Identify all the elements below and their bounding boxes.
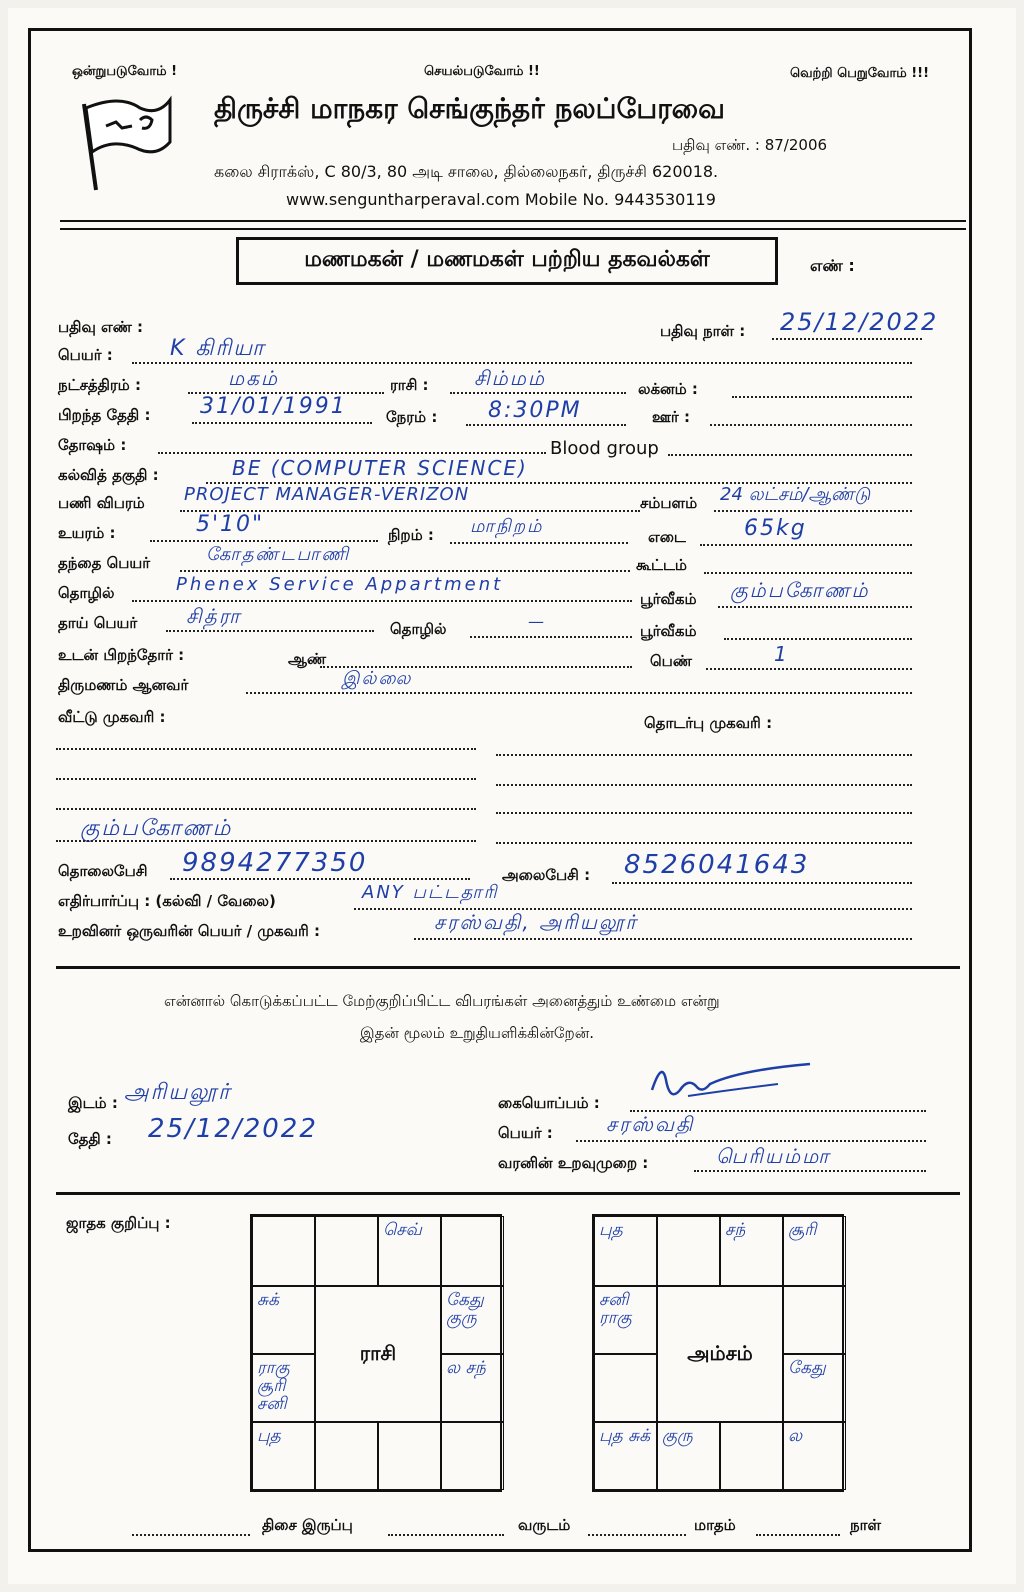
reg-date-value[interactable]: 25/12/2022 [780,308,939,336]
lagnam-line [732,396,912,398]
height-line [150,540,378,542]
job-label: பணி விபரம் [58,494,145,512]
home-address-line-2 [56,778,476,780]
married-line [246,692,912,694]
amsam-cell-r0c1[interactable] [657,1216,720,1286]
amsam-title: அம்சம் [657,1286,783,1422]
amsam-cell-r1c0[interactable]: சனி ராகு [594,1286,657,1354]
dob-value[interactable]: 31/01/1991 [200,394,347,419]
color-value[interactable]: மாநிறம் [470,516,544,537]
reg-date-line [772,338,922,340]
header-divider-1 [60,220,966,222]
day-label: நாள் [850,1516,881,1534]
dob-label: பிறந்த தேதி : [58,406,151,424]
rasi-cell-r0c1[interactable] [315,1216,378,1286]
rasi-cell-r1c0[interactable]: சுக் [252,1286,315,1354]
fields-divider [56,966,960,969]
signature-label: கையொப்பம் : [498,1094,600,1112]
time-label: நேரம் : [386,408,438,426]
rasi-title: ராசி [315,1286,441,1422]
dosham-line [158,452,546,454]
declaration-line-1: என்னால் கொடுக்கப்பட்ட மேற்குறிப்பிட்ட விபரங்கள் அனைத்தும் உண்மை என்று [164,992,720,1010]
relative-label: உறவினர் ஒருவரின் பெயர் / முகவரி : [58,922,320,940]
horoscope-label: ஜாதக குறிப்பு : [66,1214,171,1232]
reg-no-label: பதிவு எண் : [58,318,144,336]
amsam-cell-r0c0[interactable]: புத [594,1216,657,1286]
salary-label: சம்பளம் [640,494,698,512]
day-line [756,1534,840,1536]
org-address: கலை சிராக்ஸ், C 80/3, 80 அடி சாலை, தில்லைநகர், திருச்சி 620018. [214,162,719,181]
weight-line [700,544,912,546]
expectation-value[interactable]: ANY பட்டதாரி [362,882,499,903]
dob-line [192,422,372,424]
amsam-cell-r2c3[interactable]: கேது [783,1354,846,1422]
name-label: பெயர் : [58,346,113,364]
rasi-cell-r2c3[interactable]: ல சந் [441,1354,504,1422]
amsam-cell-r3c2[interactable] [720,1422,783,1490]
weight-label: எடை [648,528,686,546]
slogan-left: ஒன்றுபடுவோம் ! [72,64,178,79]
rasi-cell-r3c0[interactable]: புத [252,1422,315,1490]
mobile-line [612,882,912,884]
flag-logo-icon [70,86,180,196]
mother-job-value[interactable]: — [528,612,546,631]
salary-value[interactable]: 24 லட்சம்/ஆண்டு [720,484,871,505]
dasa-line [132,1534,250,1536]
name-value[interactable]: K கிரியா [170,336,266,361]
father-job-line [132,600,632,602]
slogan-center: செயல்படுவோம் !! [424,64,540,79]
salary-line [714,510,912,512]
home-address-label: வீட்டு முகவரி : [58,708,166,726]
declaration-line-2: இதன் மூலம் உறுதியளிக்கின்றேன். [360,1024,595,1042]
height-value[interactable]: 5'10" [196,512,265,537]
married-value[interactable]: இல்லை [342,668,413,689]
siblings-label: உடன் பிறந்தோர் : [58,646,185,664]
female-siblings-line [706,668,912,670]
form-number-label: எண் : [810,256,855,275]
rasi-cell-r3c2[interactable] [378,1422,441,1490]
father-name-value[interactable]: கோதண்டபாணி [206,544,351,565]
father-job-label: தொழில் [58,584,115,602]
rasi-cell-r0c3[interactable] [441,1216,504,1286]
place-line [710,424,912,426]
rasi-label: ராசி : [390,376,429,394]
month-line [588,1534,686,1536]
lagnam-label: லக்னம் : [638,380,698,398]
amsam-cell-r3c0[interactable]: புத சுக் [594,1422,657,1490]
father-name-line [180,570,630,572]
amsam-cell-r2c0[interactable] [594,1354,657,1422]
married-label: திருமணம் ஆனவர் [58,676,189,694]
rasi-cell-r3c1[interactable] [315,1422,378,1490]
mobile-label: அலைபேசி : [502,866,591,884]
contact-address-line-3 [496,812,912,814]
mobile-value[interactable]: 8526041643 [624,850,810,880]
mother-job-line [470,636,632,638]
time-line [466,424,626,426]
weight-value[interactable]: 65kg [744,516,807,541]
amsam-cell-r3c1[interactable]: குரு [657,1422,720,1490]
rasi-cell-r0c0[interactable] [252,1216,315,1286]
home-address-line-1 [56,748,476,750]
reg-date-label: பதிவு நாள் : [660,322,746,340]
rasi-cell-r2c0[interactable]: ராகு சூரி சனி [252,1354,315,1422]
slogan-right: வெற்றி பெறுவோம் !!! [790,66,930,81]
header-divider-2 [60,228,966,230]
mother-name-label: தாய் பெயர் [58,614,138,632]
signature-mark-icon[interactable] [648,1058,818,1114]
female-siblings-value[interactable]: 1 [774,642,789,666]
registration-number: பதிவு எண். : 87/2006 [672,136,828,154]
blood-group-line [668,454,912,456]
koottam-line [704,572,912,574]
year-label: வருடம் [518,1516,571,1534]
koottam-label: கூட்டம் [636,556,687,574]
phone-label: தொலைபேசி [58,862,148,880]
father-job-value[interactable]: Phenex Service Appartment [176,574,504,595]
sign-date-value[interactable]: 25/12/2022 [148,1114,318,1144]
relation-value[interactable]: பெரியம்மா [716,1144,831,1168]
phone-line [170,878,470,880]
phone-value[interactable]: 9894277350 [182,848,368,878]
poorvigam-line [718,606,912,608]
poorvigam-label: பூர்வீகம் [640,590,697,608]
sign-place-value[interactable]: அரியலூர் [124,1080,232,1105]
month-label: மாதம் [694,1516,736,1534]
sign-date-label: தேதி : [68,1130,112,1148]
org-name: திருச்சி மாநகர செங்குந்தர் நலப்பேரவை [214,92,725,125]
sign-place-label: இடம் : [68,1094,118,1112]
education-value[interactable]: BE (COMPUTER SCIENCE) [232,456,528,480]
contact-address-label: தொடர்பு முகவரி : [644,714,773,732]
amsam-chart [592,1214,844,1492]
rasi-cell-r3c3[interactable] [441,1422,504,1490]
sign-name-value[interactable]: சரஸ்வதி [606,1112,695,1136]
amsam-cell-r0c2[interactable]: சந் [720,1216,783,1286]
mother-name-value[interactable]: சித்ரா [186,604,242,628]
rasi-cell-r1c3[interactable]: கேது குரு [441,1286,504,1354]
poorvigam-value[interactable]: கும்பகோணம் [730,578,870,602]
education-label: கல்வித் தகுதி : [58,466,159,484]
mother-poorvigam-line [724,638,912,640]
father-name-label: தந்தை பெயர் [58,554,151,572]
home-address-line-4 [56,840,476,842]
job-value[interactable]: PROJECT MANAGER-VERIZON [184,484,470,505]
relative-line [414,938,912,940]
star-label: நட்சத்திரம் : [58,376,141,394]
color-label: நிறம் : [388,526,434,544]
rasi-cell-r0c2[interactable]: செவ் [378,1216,441,1286]
amsam-cell-r3c3[interactable]: ல [783,1422,846,1490]
contact-address-line-4 [496,842,912,844]
dasa-label: திசை இருப்பு [262,1516,353,1534]
relation-label: வரனின் உறவுமுறை : [498,1154,649,1172]
expectation-label: எதிர்பார்ப்பு : (கல்வி / வேலை) [58,892,276,910]
height-label: உயரம் : [58,524,116,542]
rasi-chart [250,1214,502,1492]
sign-divider [56,1192,960,1195]
form-title: மணமகன் / மணமகள் பற்றிய தகவல்கள் [236,237,778,285]
year-line [388,1534,504,1536]
sign-name-line [576,1140,926,1142]
star-value[interactable]: மகம் [228,366,279,390]
amsam-cell-r0c3[interactable]: சூரி [783,1216,846,1286]
mother-job-label: தொழில் [390,620,447,638]
relative-value[interactable]: சரஸ்வதி, அரியலூர் [434,910,638,934]
mother-poorvigam-label: பூர்வீகம் [640,622,697,640]
rasi-value[interactable]: சிம்மம் [474,366,546,390]
contact-address-line-2 [496,784,912,786]
color-line [450,542,628,544]
female-siblings-label: பெண் [650,652,692,670]
male-siblings-label: ஆண் [288,650,327,668]
amsam-cell-r1c3[interactable] [783,1286,846,1354]
time-value[interactable]: 8:30PM [488,398,582,423]
contact-address-line-1 [496,754,912,756]
home-address-value[interactable]: கும்பகோணம் [80,816,233,841]
org-contact: www.senguntharperaval.com Mobile No. 9443530119 [286,190,716,209]
home-address-line-3 [56,808,476,810]
sign-name-label: பெயர் : [498,1124,553,1142]
place-label: ஊர் : [652,408,690,426]
dosham-label: தோஷம் : [58,436,127,454]
blood-group-label: Blood group [550,438,659,459]
